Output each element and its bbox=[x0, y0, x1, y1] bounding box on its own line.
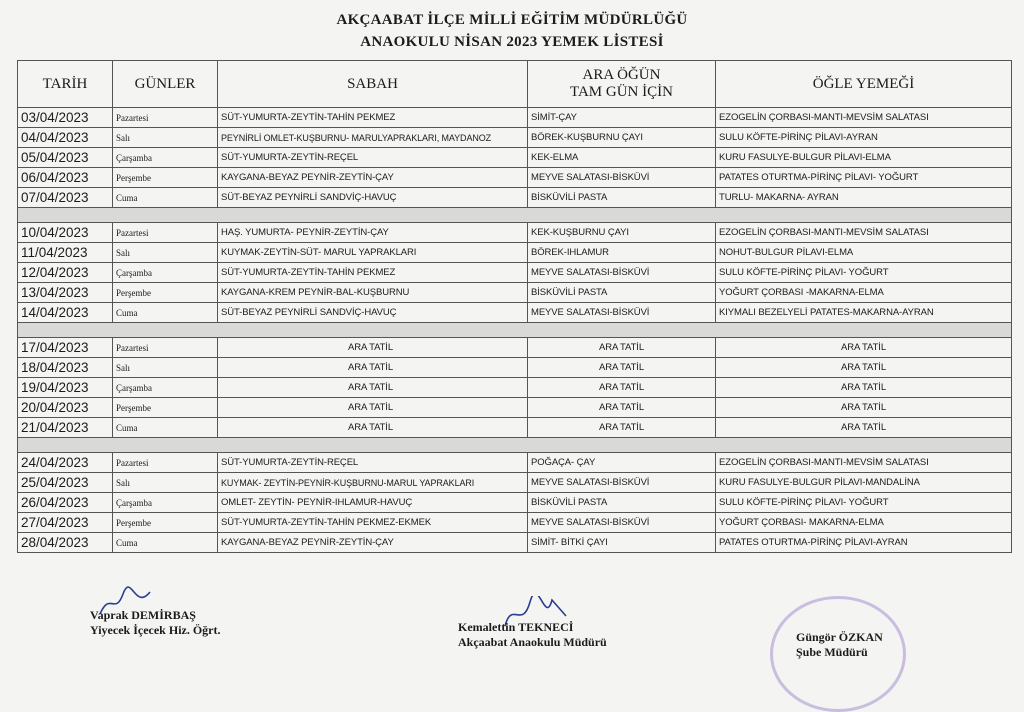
day-cell: Çarşamba bbox=[113, 378, 218, 398]
sabah-cell: HAŞ. YUMURTA- PEYNİR-ZEYTİN-ÇAY bbox=[218, 223, 528, 243]
table-row bbox=[18, 378, 1012, 398]
date-cell: 28/04/2023 bbox=[18, 533, 113, 553]
table-header-row bbox=[18, 61, 1012, 108]
ara-ogun-cell: SİMİT-ÇAY bbox=[528, 108, 716, 128]
table-row bbox=[18, 243, 1012, 263]
day-cell: Pazartesi bbox=[113, 453, 218, 473]
table-row bbox=[18, 453, 1012, 473]
sabah-cell: SÜT-YUMURTA-ZEYTİN-REÇEL bbox=[218, 453, 528, 473]
ogle-cell: ARA TATİL bbox=[716, 338, 1012, 358]
ogle-cell: KURU FASULYE-BULGUR PİLAVI-ELMA bbox=[716, 148, 1012, 168]
date-cell: 25/04/2023 bbox=[18, 473, 113, 493]
date-cell: 20/04/2023 bbox=[18, 398, 113, 418]
table-row bbox=[18, 398, 1012, 418]
day-cell: Perşembe bbox=[113, 398, 218, 418]
ara-ogun-cell: ARA TATİL bbox=[528, 398, 716, 418]
week-separator bbox=[18, 208, 1012, 223]
ogle-cell: ARA TATİL bbox=[716, 378, 1012, 398]
sabah-cell: KAYGANA-BEYAZ PEYNİR-ZEYTİN-ÇAY bbox=[218, 533, 528, 553]
day-cell: Pazartesi bbox=[113, 338, 218, 358]
ogle-cell: PATATES OTURTMA-PİRİNÇ PİLAVI- YOĞURT bbox=[716, 168, 1012, 188]
col-header-ara-line1: ARA ÖĞÜN bbox=[582, 67, 661, 83]
day-cell: Cuma bbox=[113, 188, 218, 208]
table-row bbox=[18, 303, 1012, 323]
date-cell: 14/04/2023 bbox=[18, 303, 113, 323]
ara-ogun-cell: ARA TATİL bbox=[528, 418, 716, 438]
date-cell: 06/04/2023 bbox=[18, 168, 113, 188]
ogle-cell: ARA TATİL bbox=[716, 418, 1012, 438]
date-cell: 04/04/2023 bbox=[18, 128, 113, 148]
ara-ogun-cell: POĞAÇA- ÇAY bbox=[528, 453, 716, 473]
table-row bbox=[18, 168, 1012, 188]
table-row bbox=[18, 263, 1012, 283]
sabah-cell: KUYMAK- ZEYTİN-PEYNİR-KUŞBURNU-MARUL YAPRAKLARI bbox=[218, 473, 528, 493]
day-cell: Cuma bbox=[113, 418, 218, 438]
signature-title: Akçaabat Anaokulu Müdürü bbox=[458, 635, 607, 649]
ara-ogun-cell: BÖREK-IHLAMUR bbox=[528, 243, 716, 263]
table-row bbox=[18, 418, 1012, 438]
day-cell: Çarşamba bbox=[113, 263, 218, 283]
day-cell: Çarşamba bbox=[113, 148, 218, 168]
ogle-cell: TURLU- MAKARNA- AYRAN bbox=[716, 188, 1012, 208]
ogle-cell: EZOGELİN ÇORBASI-MANTI-MEVSİM SALATASI bbox=[716, 108, 1012, 128]
signature-name: Vaprak DEMİRBAŞ bbox=[90, 608, 196, 622]
date-cell: 18/04/2023 bbox=[18, 358, 113, 378]
table-row bbox=[18, 473, 1012, 493]
ara-ogun-cell: BÖREK-KUŞBURNU ÇAYI bbox=[528, 128, 716, 148]
week-separator bbox=[18, 438, 1012, 453]
date-cell: 13/04/2023 bbox=[18, 283, 113, 303]
date-cell: 03/04/2023 bbox=[18, 108, 113, 128]
sabah-cell: SÜT-YUMURTA-ZEYTİN-TAHİN PEKMEZ bbox=[218, 108, 528, 128]
ara-ogun-cell: SİMİT- BİTKİ ÇAYI bbox=[528, 533, 716, 553]
table-row bbox=[18, 338, 1012, 358]
ogle-cell: NOHUT-BULGUR PİLAVI-ELMA bbox=[716, 243, 1012, 263]
ara-ogun-cell: ARA TATİL bbox=[528, 378, 716, 398]
date-cell: 19/04/2023 bbox=[18, 378, 113, 398]
separator-cell bbox=[18, 208, 1012, 223]
date-cell: 12/04/2023 bbox=[18, 263, 113, 283]
sabah-cell: ARA TATİL bbox=[218, 378, 528, 398]
ara-ogun-cell: BİSKÜVİLİ PASTA bbox=[528, 283, 716, 303]
sabah-cell: KUYMAK-ZEYTİN-SÜT- MARUL YAPRAKLARI bbox=[218, 243, 528, 263]
signature-title: Yiyecek İçecek Hiz. Öğrt. bbox=[90, 623, 221, 637]
signature-name: Güngör ÖZKAN bbox=[796, 630, 883, 644]
separator-cell bbox=[18, 323, 1012, 338]
ara-ogun-cell: KEK-KUŞBURNU ÇAYI bbox=[528, 223, 716, 243]
table-body bbox=[18, 108, 1012, 553]
day-cell: Perşembe bbox=[113, 513, 218, 533]
col-header-ara-ogun bbox=[528, 61, 716, 108]
ara-ogun-cell: ARA TATİL bbox=[528, 358, 716, 378]
ogle-cell: YOĞURT ÇORBASI -MAKARNA-ELMA bbox=[716, 283, 1012, 303]
day-cell: Cuma bbox=[113, 533, 218, 553]
date-cell: 24/04/2023 bbox=[18, 453, 113, 473]
day-cell: Pazartesi bbox=[113, 223, 218, 243]
document-subtitle: ANAOKULU NİSAN 2023 YEMEK LİSTESİ bbox=[360, 34, 664, 50]
ogle-cell: EZOGELİN ÇORBASI-MANTI-MEVSİM SALATASI bbox=[716, 223, 1012, 243]
meal-table bbox=[17, 60, 1012, 553]
date-cell: 27/04/2023 bbox=[18, 513, 113, 533]
table-row bbox=[18, 223, 1012, 243]
ogle-cell: PATATES OTURTMA-PİRİNÇ PİLAVI-AYRAN bbox=[716, 533, 1012, 553]
day-cell: Perşembe bbox=[113, 168, 218, 188]
col-header-sabah: SABAH bbox=[218, 61, 528, 108]
table-row bbox=[18, 188, 1012, 208]
day-cell: Pazartesi bbox=[113, 108, 218, 128]
document-title: AKÇAABAT İLÇE MİLLİ EĞİTİM MÜDÜRLÜĞÜ bbox=[336, 12, 688, 28]
date-cell: 21/04/2023 bbox=[18, 418, 113, 438]
sabah-cell: ARA TATİL bbox=[218, 418, 528, 438]
day-cell: Salı bbox=[113, 473, 218, 493]
ogle-cell: SULU KÖFTE-PİRİNÇ PİLAVI-AYRAN bbox=[716, 128, 1012, 148]
day-cell: Salı bbox=[113, 358, 218, 378]
day-cell: Cuma bbox=[113, 303, 218, 323]
table-row bbox=[18, 513, 1012, 533]
sabah-cell: KAYGANA-KREM PEYNİR-BAL-KUŞBURNU bbox=[218, 283, 528, 303]
ogle-cell: ARA TATİL bbox=[716, 358, 1012, 378]
table-row bbox=[18, 493, 1012, 513]
sabah-cell: PEYNİRLİ OMLET-KUŞBURNU- MARULYAPRAKLARI, MAYDANOZ bbox=[218, 128, 528, 148]
date-cell: 10/04/2023 bbox=[18, 223, 113, 243]
table-row bbox=[18, 533, 1012, 553]
signature-block-3 bbox=[796, 630, 883, 660]
ogle-cell: SULU KÖFTE-PİRİNÇ PİLAVI- YOĞURT bbox=[716, 493, 1012, 513]
ara-ogun-cell: KEK-ELMA bbox=[528, 148, 716, 168]
day-cell: Salı bbox=[113, 128, 218, 148]
date-cell: 07/04/2023 bbox=[18, 188, 113, 208]
ara-ogun-cell: MEYVE SALATASI-BİSKÜVİ bbox=[528, 473, 716, 493]
ogle-cell: KURU FASULYE-BULGUR PİLAVI-MANDALİNA bbox=[716, 473, 1012, 493]
signature-block-2 bbox=[458, 620, 607, 650]
ara-ogun-cell: MEYVE SALATASI-BİSKÜVİ bbox=[528, 513, 716, 533]
ogle-cell: ARA TATİL bbox=[716, 398, 1012, 418]
sabah-cell: ARA TATİL bbox=[218, 338, 528, 358]
ogle-cell: KIYMALI BEZELYELİ PATATES-MAKARNA-AYRAN bbox=[716, 303, 1012, 323]
ogle-cell: EZOGELİN ÇORBASI-MANTI-MEVSİM SALATASI bbox=[716, 453, 1012, 473]
col-header-gunler: GÜNLER bbox=[113, 61, 218, 108]
ogle-cell: SULU KÖFTE-PİRİNÇ PİLAVI- YOĞURT bbox=[716, 263, 1012, 283]
day-cell: Çarşamba bbox=[113, 493, 218, 513]
day-cell: Perşembe bbox=[113, 283, 218, 303]
table-row bbox=[18, 283, 1012, 303]
col-header-tarih: TARİH bbox=[18, 61, 113, 108]
ara-ogun-cell: BİSKÜVİLİ PASTA bbox=[528, 188, 716, 208]
table-row bbox=[18, 108, 1012, 128]
separator-cell bbox=[18, 438, 1012, 453]
week-separator bbox=[18, 323, 1012, 338]
table-row bbox=[18, 148, 1012, 168]
sabah-cell: SÜT-YUMURTA-ZEYTİN-TAHİN PEKMEZ bbox=[218, 263, 528, 283]
col-header-ogle: ÖĞLE YEMEĞİ bbox=[716, 61, 1012, 108]
ara-ogun-cell: ARA TATİL bbox=[528, 338, 716, 358]
table-row bbox=[18, 128, 1012, 148]
date-cell: 05/04/2023 bbox=[18, 148, 113, 168]
sabah-cell: SÜT-BEYAZ PEYNİRLİ SANDVİÇ-HAVUÇ bbox=[218, 303, 528, 323]
ogle-cell: YOĞURT ÇORBASI- MAKARNA-ELMA bbox=[716, 513, 1012, 533]
day-cell: Salı bbox=[113, 243, 218, 263]
signature-block-1 bbox=[90, 608, 221, 638]
col-header-ara-line2: TAM GÜN İÇİN bbox=[570, 84, 673, 100]
signature-name: Kemalettin TEKNECİ bbox=[458, 620, 574, 634]
date-cell: 11/04/2023 bbox=[18, 243, 113, 263]
sabah-cell: SÜT-YUMURTA-ZEYTİN-TAHİN PEKMEZ-EKMEK bbox=[218, 513, 528, 533]
ara-ogun-cell: MEYVE SALATASI-BİSKÜVİ bbox=[528, 263, 716, 283]
signature-title: Şube Müdürü bbox=[796, 645, 868, 659]
ara-ogun-cell: MEYVE SALATASI-BİSKÜVİ bbox=[528, 168, 716, 188]
ara-ogun-cell: MEYVE SALATASI-BİSKÜVİ bbox=[528, 303, 716, 323]
sabah-cell: OMLET- ZEYTİN- PEYNİR-IHLAMUR-HAVUÇ bbox=[218, 493, 528, 513]
sabah-cell: ARA TATİL bbox=[218, 398, 528, 418]
ara-ogun-cell: BİSKÜVİLİ PASTA bbox=[528, 493, 716, 513]
date-cell: 26/04/2023 bbox=[18, 493, 113, 513]
date-cell: 17/04/2023 bbox=[18, 338, 113, 358]
sabah-cell: SÜT-YUMURTA-ZEYTİN-REÇEL bbox=[218, 148, 528, 168]
sabah-cell: ARA TATİL bbox=[218, 358, 528, 378]
sabah-cell: KAYGANA-BEYAZ PEYNİR-ZEYTİN-ÇAY bbox=[218, 168, 528, 188]
sabah-cell: SÜT-BEYAZ PEYNİRLİ SANDVİÇ-HAVUÇ bbox=[218, 188, 528, 208]
table-row bbox=[18, 358, 1012, 378]
